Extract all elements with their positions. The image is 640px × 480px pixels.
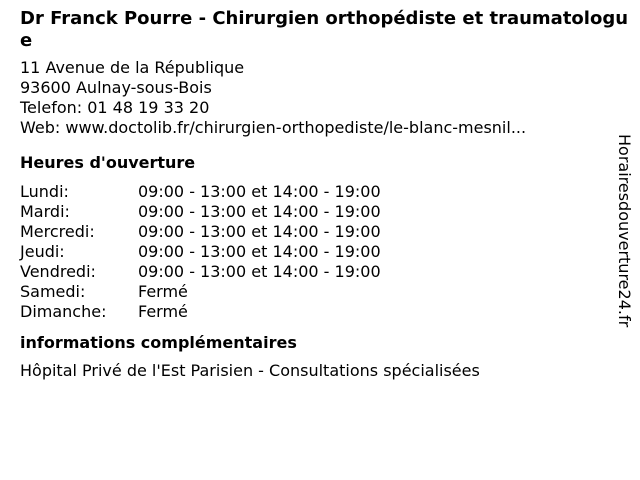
day-hours: Fermé xyxy=(138,282,188,301)
day-hours: 09:00 - 13:00 et 14:00 - 19:00 xyxy=(138,242,381,261)
day-label: Lundi: xyxy=(20,182,69,201)
hours-row-tuesday xyxy=(20,202,610,222)
page-title: Dr Franck Pourre - Chirurgien orthopédiste et traumatologue xyxy=(20,8,629,51)
day-label: Jeudi: xyxy=(20,242,65,261)
address-block xyxy=(20,58,610,138)
city-postal: 93600 Aulnay-sous-Bois xyxy=(20,78,212,97)
site-watermark: Horairesdouverture24.fr xyxy=(615,134,634,328)
hours-row-monday xyxy=(20,182,610,202)
day-label: Vendredi: xyxy=(20,262,96,281)
day-hours: 09:00 - 13:00 et 14:00 - 19:00 xyxy=(138,222,381,241)
day-hours: 09:00 - 13:00 et 14:00 - 19:00 xyxy=(138,262,381,281)
opening-hours-table xyxy=(20,182,610,322)
phone-number: Telefon: 01 48 19 33 20 xyxy=(20,98,210,117)
day-hours: 09:00 - 13:00 et 14:00 - 19:00 xyxy=(138,202,381,221)
hours-row-sunday xyxy=(20,302,610,322)
website-link[interactable]: Web: www.doctolib.fr/chirurgien-orthopediste/le-blanc-mesnil... xyxy=(20,118,527,137)
hours-row-thursday xyxy=(20,242,610,262)
hours-row-wednesday xyxy=(20,222,610,242)
day-label: Dimanche: xyxy=(20,302,107,321)
day-label: Samedi: xyxy=(20,282,86,301)
day-hours: 09:00 - 13:00 et 14:00 - 19:00 xyxy=(138,182,381,201)
street-address: 11 Avenue de la République xyxy=(20,58,245,77)
additional-info-text: Hôpital Privé de l'Est Parisien - Consultations spécialisées xyxy=(20,361,480,380)
day-hours: Fermé xyxy=(138,302,188,321)
day-label: Mardi: xyxy=(20,202,70,221)
day-label: Mercredi: xyxy=(20,222,95,241)
hours-row-friday xyxy=(20,262,610,282)
additional-info-heading: informations complémentaires xyxy=(20,333,297,352)
opening-hours-heading: Heures d'ouverture xyxy=(20,153,196,172)
hours-row-saturday xyxy=(20,282,610,302)
